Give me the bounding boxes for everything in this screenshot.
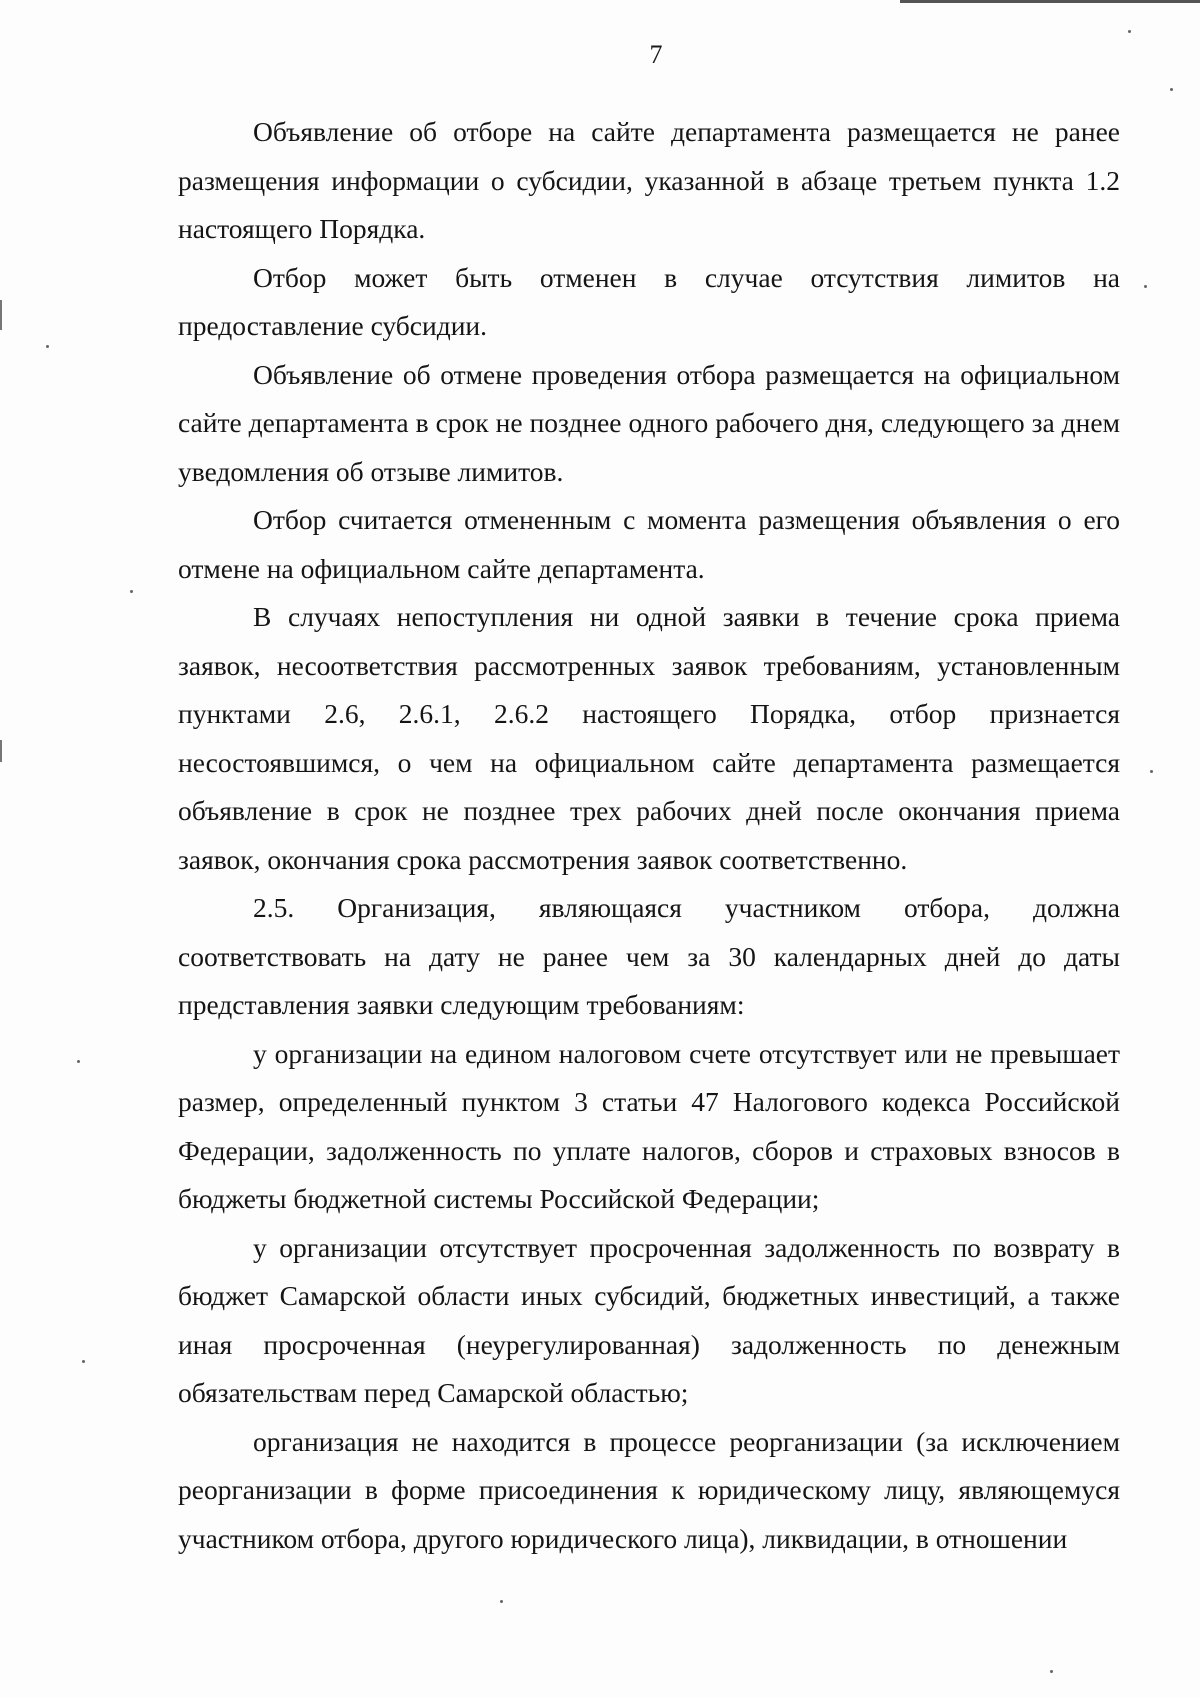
paragraph: 2.5. Организация, являющаяся участником отбора, должна соответствовать на дату не ранее чем за 30 календарных дней до даты представления заявки следующим требованиям: (178, 892, 1120, 1020)
paragraph: Отбор может быть отменен в случае отсутствия лимитов на предоставление субсидии. (178, 261, 1120, 341)
scan-edge-rule (900, 0, 1200, 3)
scan-speck (1170, 88, 1173, 91)
scan-speck (1050, 1670, 1053, 1673)
document-body (178, 108, 1120, 1563)
scan-speck (1128, 30, 1131, 33)
paragraph: Объявление об отборе на сайте департамента размещается не ранее размещения информации о субсидии, указанной в абзаце третьем пункта 1.2 настоящего Порядка. (178, 116, 1120, 244)
scan-edge-mark (0, 740, 2, 762)
paragraph: у организации на едином налоговом счете отсутствует или не превышает размер, определенный пунктом 3 статьи 47 Налогового кодекса Российской Федерации, задолженность по уплате налогов, сборов и страховых взносов в бюджеты бюджетной системы Российской Федерации; (178, 1037, 1120, 1214)
page-number: 7 (649, 40, 663, 69)
paragraph: Отбор считается отмененным с момента размещения объявления о его отмене на официальном сайте департамента. (178, 504, 1120, 584)
scan-speck (130, 590, 133, 593)
scan-speck (1144, 285, 1147, 288)
scan-speck (500, 1600, 503, 1603)
paragraph: Объявление об отмене проведения отбора размещается на официальном сайте департамента в срок не позднее одного рабочего дня, следующего за днем уведомления об отзыве лимитов. (178, 358, 1120, 487)
paragraph: организация не находится в процессе реорганизации (за исключением реорганизации в форме присоединения к юридическому лицу, являющемуся участником отбора, другого юридического лица), ликвидации, в отношении (178, 1425, 1120, 1554)
paragraph: В случаях непоступления ни одной заявки в течение срока приема заявок, несоответствия рассмотренных заявок требованиям, установленным пунктами 2.6, 2.6.1, 2.6.2 настоящего Порядка, отбор признается несостоявшимся, о чем на официальном сайте департамента размещается объявление в срок не позднее трех рабочих дней после окончания приема заявок, окончания срока рассмотрения заявок соответственно. (178, 601, 1120, 875)
scan-speck (46, 345, 49, 348)
scan-speck (82, 1360, 85, 1363)
scan-edge-mark (0, 300, 2, 330)
paragraph: у организации отсутствует просроченная задолженность по возврату в бюджет Самарской области иных субсидий, бюджетных инвестиций, а также иная просроченная (неурегулированная) задолженность по денежным обязательствам перед Самарской областью; (178, 1231, 1120, 1408)
scan-speck (1150, 770, 1153, 773)
scan-speck (77, 1060, 80, 1063)
